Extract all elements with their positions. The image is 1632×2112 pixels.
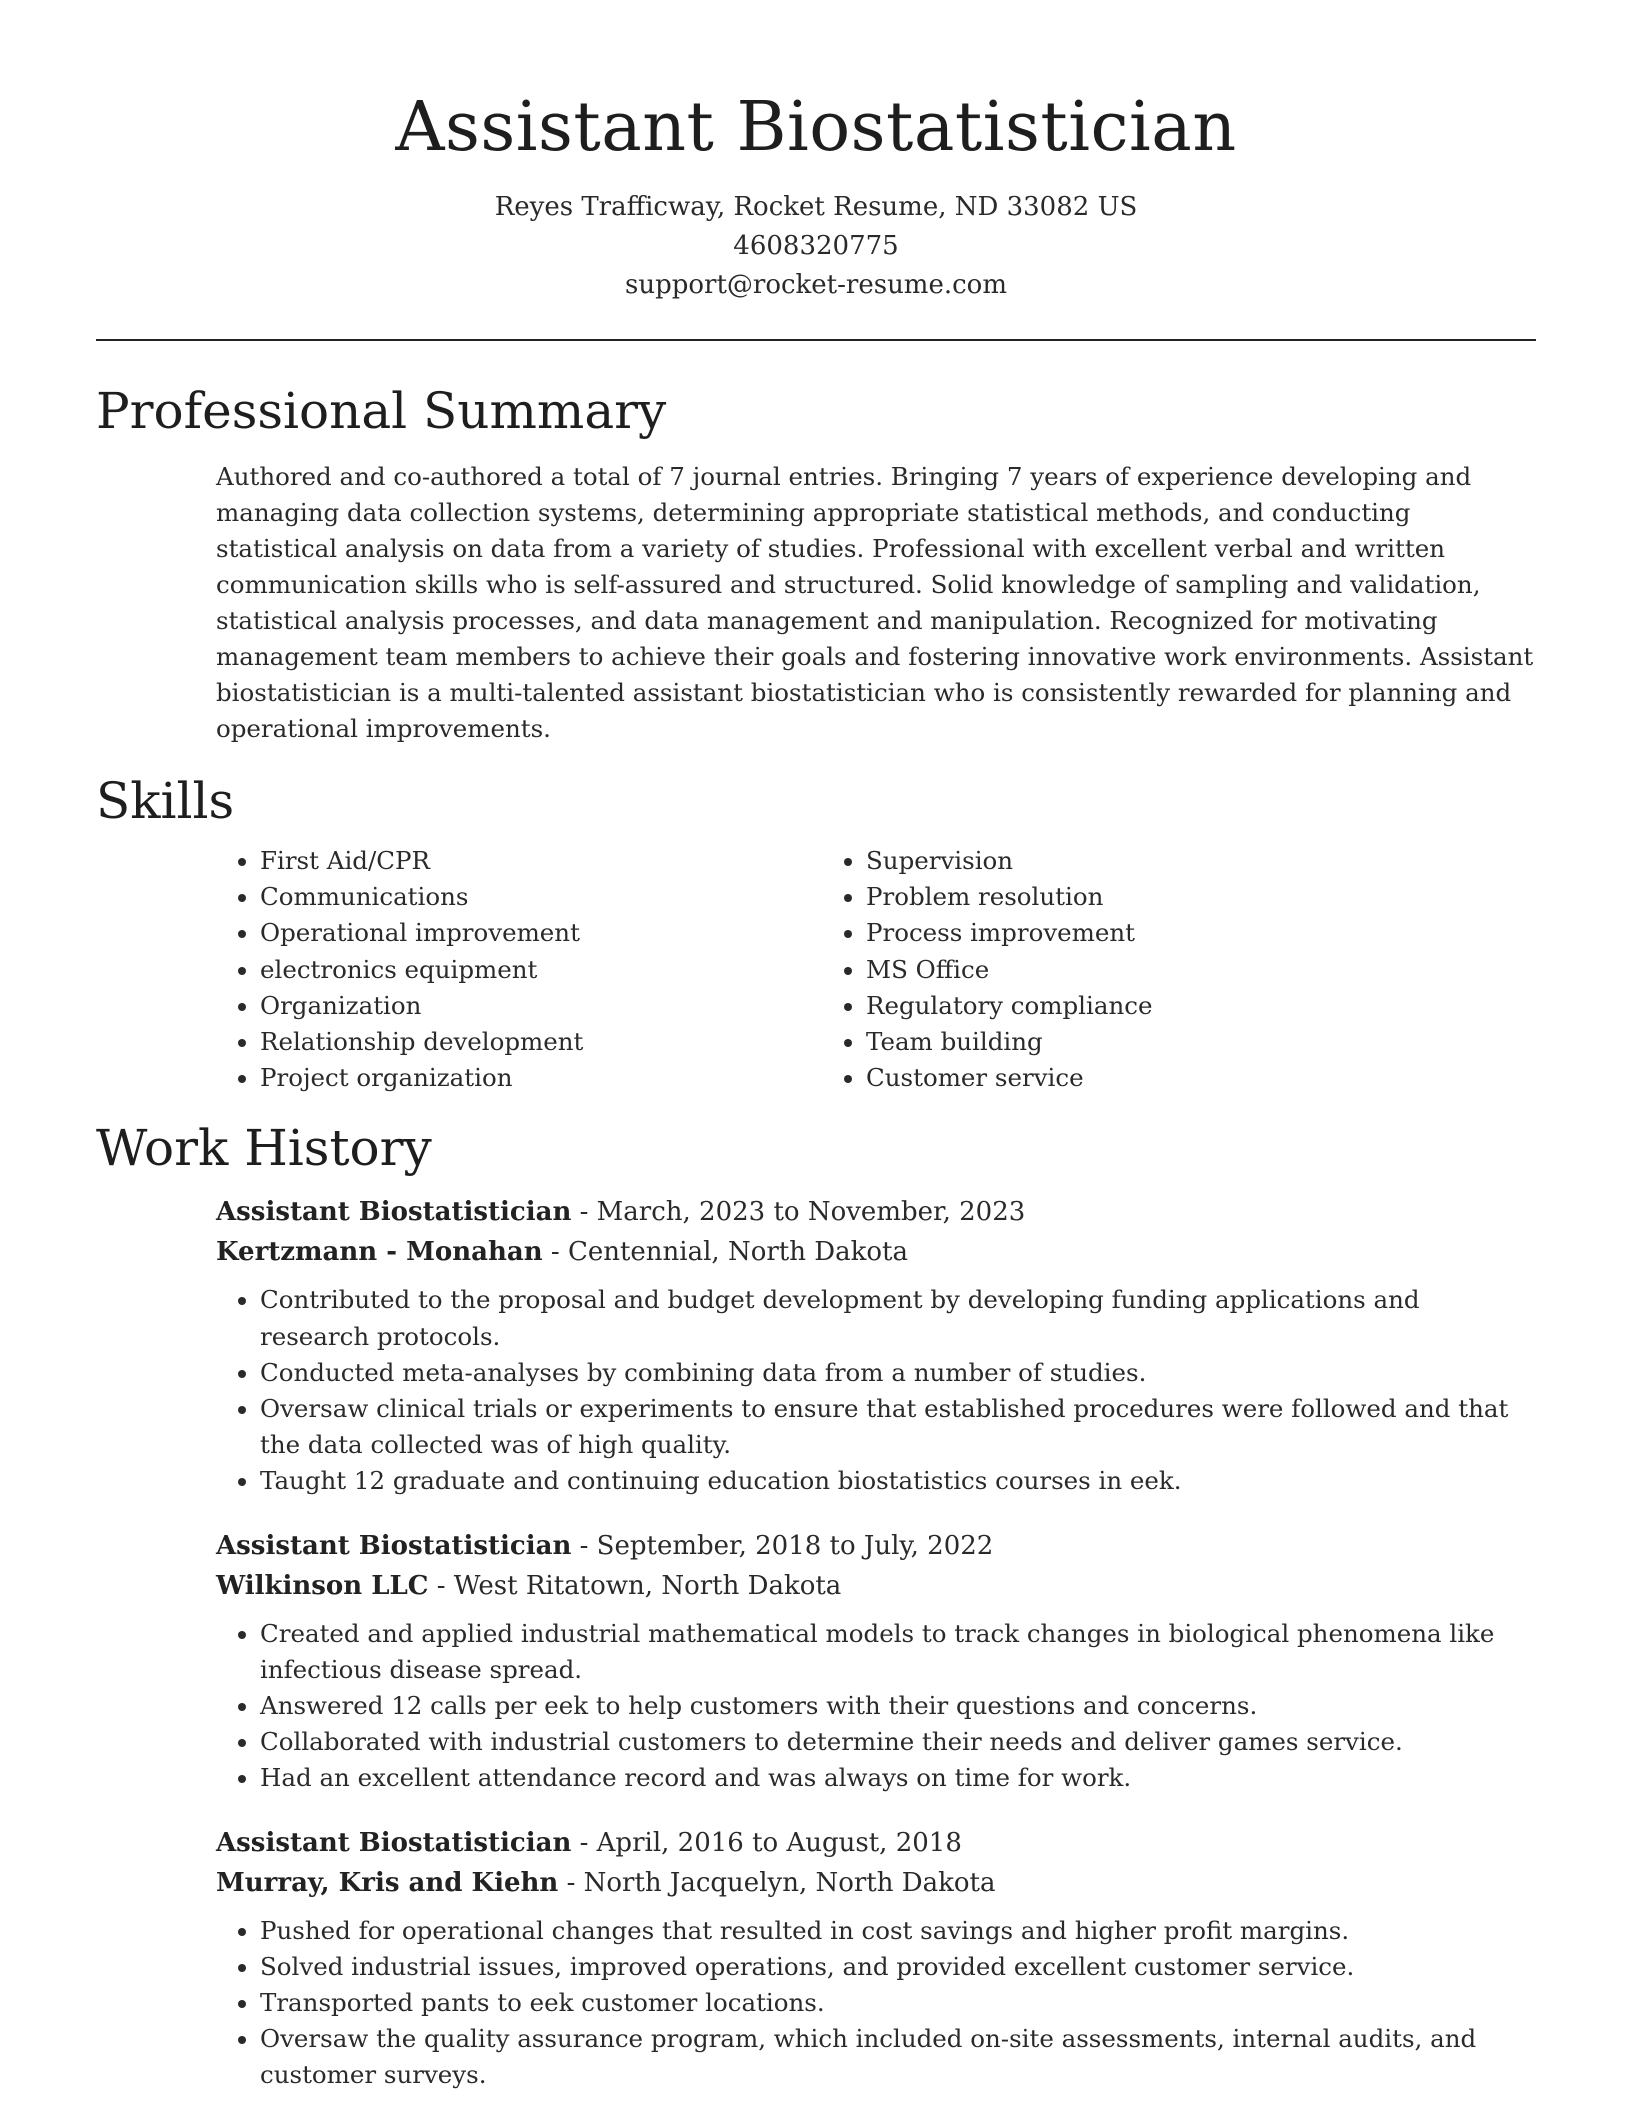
job-entry <box>216 1192 1536 1499</box>
job-company-line <box>216 1232 1536 1272</box>
skill-item: • Relationship development <box>260 1024 822 1060</box>
job-company: Wilkinson LLC <box>216 1570 429 1601</box>
section-heading-skills: Skills <box>96 772 235 830</box>
skills-columns <box>216 843 1536 1096</box>
contact-email: support@rocket-resume.com <box>624 270 1007 300</box>
job-bullet-list <box>216 1282 1536 1499</box>
job-company: Murray, Kris and Kiehn <box>216 1867 559 1898</box>
skills-list-left <box>216 843 822 1096</box>
job-dates: - September, 2018 to July, 2022 <box>571 1530 994 1561</box>
summary-text: Authored and co-authored a total of 7 journal entries. Bringing 7 years of experience developing and managing data collection systems, determining appropriate statistical methods, and conducting statistical analysis on data from a variety of studies. Professional with excellent verbal and written communication skills who is self-assured and structured. Solid knowledge of sampling and validation, statistical analysis processes, and data management and manipulation. Recognized for motivating management team members to achieve their goals and fostering innovative work environments. Assistant biostatistician is a multi-talented assistant biostatistician who is consistently rewarded for planning and operational improvements. <box>216 462 1534 743</box>
job-title: Assistant Biostatistician <box>216 1197 572 1228</box>
skill-item: • First Aid/CPR <box>260 843 822 879</box>
resume-title: Assistant Biostatistician <box>395 88 1237 167</box>
job-bullet: • Conducted meta-analyses by combining data from a number of studies. <box>260 1355 1536 1391</box>
job-bullet: • Taught 12 graduate and continuing education biostatistics courses in eek. <box>260 1463 1536 1499</box>
job-bullet: • Oversaw clinical trials or experiments to ensure that established procedures were followed and that the data collected was of high quality. <box>260 1391 1536 1463</box>
contact-phone: 4608320775 <box>733 231 899 261</box>
job-bullet: • Solved industrial issues, improved operations, and provided excellent customer service. <box>260 1949 1536 1985</box>
professional-summary-section <box>96 381 1536 747</box>
skill-item: • MS Office <box>866 952 1502 988</box>
job-bullet-list <box>216 1913 1536 2094</box>
job-title-line <box>216 1823 1536 1863</box>
job-location: - West Ritatown, North Dakota <box>428 1570 842 1601</box>
skill-item: • Project organization <box>260 1060 822 1096</box>
skill-item: • Organization <box>260 988 822 1024</box>
job-dates: - April, 2016 to August, 2018 <box>571 1827 962 1858</box>
skill-item: • Operational improvement <box>260 915 822 951</box>
skill-item: • Problem resolution <box>866 879 1502 915</box>
job-bullet: • Had an excellent attendance record and was always on time for work. <box>260 1760 1536 1796</box>
header-divider <box>96 339 1536 341</box>
section-heading-summary: Professional Summary <box>96 382 667 440</box>
job-entry <box>216 1823 1536 2094</box>
section-heading-work: Work History <box>96 1119 432 1178</box>
resume-page <box>96 0 1536 2094</box>
job-location: - Centennial, North Dakota <box>542 1237 908 1268</box>
job-bullet-list <box>216 1616 1536 1797</box>
job-company-line <box>216 1863 1536 1903</box>
contact-address: Reyes Trafficway, Rocket Resume, ND 33082 US <box>494 192 1138 222</box>
job-title-line <box>216 1192 1536 1232</box>
skill-item: • Customer service <box>866 1060 1502 1096</box>
job-bullet: • Contributed to the proposal and budget development by developing funding applications and research protocols. <box>260 1282 1536 1354</box>
job-entry <box>216 1526 1536 1797</box>
skill-item: • Regulatory compliance <box>866 988 1502 1024</box>
job-bullet: • Created and applied industrial mathematical models to track changes in biological phenomena like infectious disease spread. <box>260 1616 1536 1688</box>
skill-item: • Team building <box>866 1024 1502 1060</box>
skill-item: • Communications <box>260 879 822 915</box>
contact-block <box>96 188 1536 305</box>
job-bullet: • Transported pants to eek customer locations. <box>260 1985 1536 2021</box>
work-history-section <box>96 1118 1536 2093</box>
job-company-line <box>216 1566 1536 1606</box>
skill-item: • Process improvement <box>866 915 1502 951</box>
skills-section <box>96 771 1536 1096</box>
job-title: Assistant Biostatistician <box>216 1530 572 1561</box>
job-location: - North Jacquelyn, North Dakota <box>558 1867 996 1898</box>
skills-list-right <box>822 843 1502 1096</box>
job-bullet: • Answered 12 calls per eek to help customers with their questions and concerns. <box>260 1688 1536 1724</box>
job-title-line <box>216 1526 1536 1566</box>
job-bullet: • Collaborated with industrial customers to determine their needs and deliver games service. <box>260 1724 1536 1760</box>
job-dates: - March, 2023 to November, 2023 <box>571 1197 1026 1228</box>
job-bullet: • Pushed for operational changes that resulted in cost savings and higher profit margins. <box>260 1913 1536 1949</box>
skill-item: • electronics equipment <box>260 952 822 988</box>
job-bullet: • Oversaw the quality assurance program, which included on-site assessments, internal audits, and customer surveys. <box>260 2021 1536 2093</box>
job-company: Kertzmann - Monahan <box>216 1237 543 1268</box>
job-title: Assistant Biostatistician <box>216 1827 572 1858</box>
skill-item: • Supervision <box>866 843 1502 879</box>
